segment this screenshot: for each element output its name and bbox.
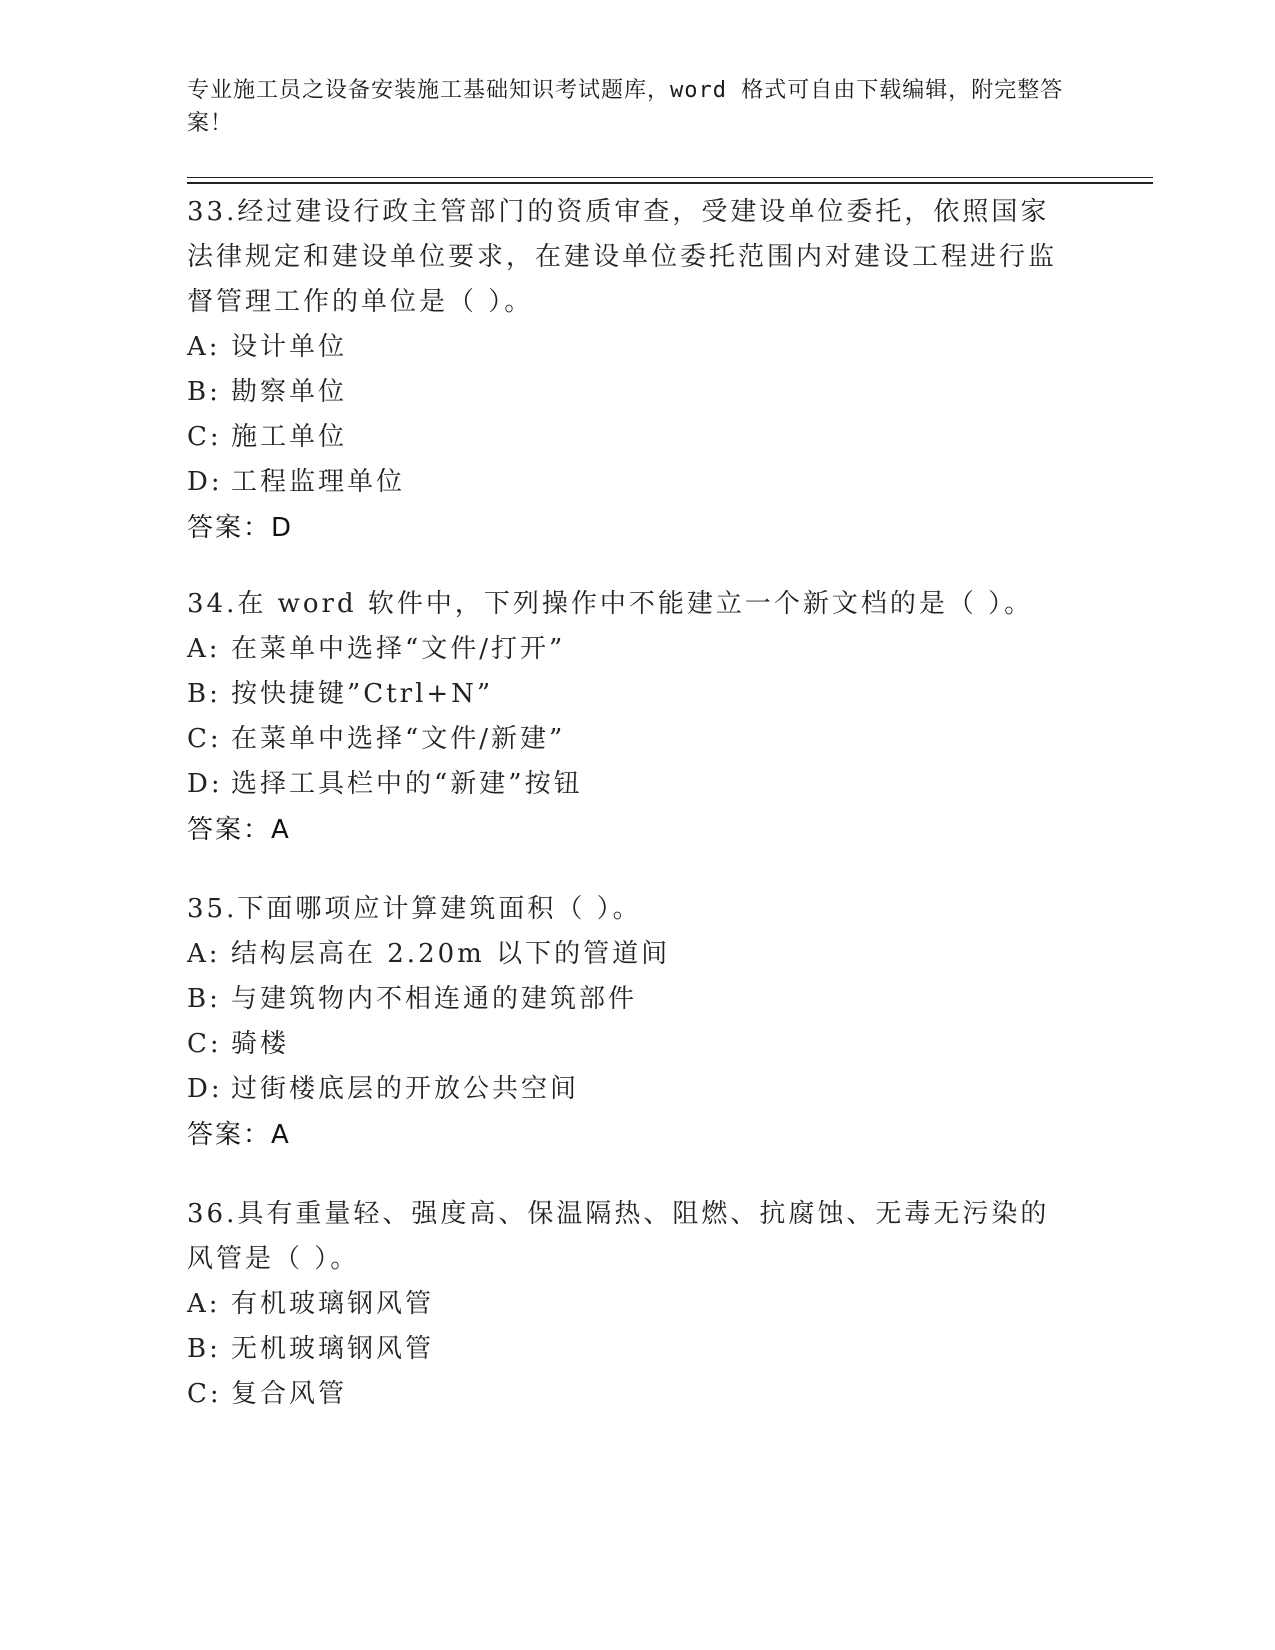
question-stem: 34.在 word 软件中，下列操作中不能建立一个新文档的是（ ）。 xyxy=(187,589,1034,619)
option-letter: C: xyxy=(187,724,222,754)
option-c xyxy=(187,1372,1077,1417)
option-text: 勘察单位 xyxy=(231,377,348,407)
option-text: 与建筑物内不相连通的建筑部件 xyxy=(231,984,638,1014)
answer-label: 答案：A xyxy=(187,815,291,845)
option-a xyxy=(187,932,1077,977)
question-34 xyxy=(187,582,1077,853)
question-stem: 36.具有重量轻、强度高、保温隔热、阻燃、抗腐蚀、无毒无污染的风管是（ ）。 xyxy=(187,1199,1050,1274)
question-35 xyxy=(187,887,1077,1158)
option-letter: A: xyxy=(187,939,221,969)
option-text: 复合风管 xyxy=(231,1379,348,1409)
document-header: 专业施工员之设备安装施工基础知识考试题库，word 格式可自由下载编辑，附完整答案！ xyxy=(187,78,1064,136)
option-letter: A: xyxy=(187,634,221,664)
option-letter: C: xyxy=(187,1029,222,1059)
option-c xyxy=(187,415,1077,460)
option-text: 过街楼底层的开放公共空间 xyxy=(231,1074,580,1104)
answer-label: 答案：A xyxy=(187,1120,291,1150)
header-rule-top xyxy=(187,177,1153,178)
option-a xyxy=(187,325,1077,370)
option-text: 结构层高在 2.20m 以下的管道间 xyxy=(231,939,671,969)
option-d xyxy=(187,460,1077,505)
option-text: 设计单位 xyxy=(231,332,348,362)
option-letter: C: xyxy=(187,422,222,452)
option-text: 在菜单中选择“文件/新建” xyxy=(231,724,566,754)
option-text: 骑楼 xyxy=(231,1029,290,1059)
option-text: 在菜单中选择“文件/打开” xyxy=(231,634,566,664)
option-c xyxy=(187,1022,1077,1067)
option-letter: B: xyxy=(187,679,221,709)
option-d xyxy=(187,1067,1077,1112)
option-letter: C: xyxy=(187,1379,222,1409)
option-letter: B: xyxy=(187,984,221,1014)
option-letter: D: xyxy=(187,467,223,497)
option-letter: A: xyxy=(187,1289,221,1319)
option-b xyxy=(187,672,1077,717)
option-letter: B: xyxy=(187,377,221,407)
option-text: 按快捷键”Ctrl+N” xyxy=(231,679,494,709)
option-b xyxy=(187,370,1077,415)
option-text: 施工单位 xyxy=(231,422,348,452)
option-text: 无机玻璃钢风管 xyxy=(231,1334,435,1364)
question-stem: 33.经过建设行政主管部门的资质审查，受建设单位委托，依照国家法律规定和建设单位要求，在建设单位委托范围内对建设工程进行监督管理工作的单位是（ ）。 xyxy=(187,197,1058,317)
option-b xyxy=(187,1327,1077,1372)
option-text: 选择工具栏中的“新建”按钮 xyxy=(231,769,583,799)
option-text: 有机玻璃钢风管 xyxy=(231,1289,435,1319)
option-a xyxy=(187,627,1077,672)
option-c xyxy=(187,717,1077,762)
option-d xyxy=(187,762,1077,807)
option-a xyxy=(187,1282,1077,1327)
option-letter: B: xyxy=(187,1334,221,1364)
option-b xyxy=(187,977,1077,1022)
option-text: 工程监理单位 xyxy=(231,467,406,497)
option-letter: D: xyxy=(187,769,223,799)
answer-label: 答案：D xyxy=(187,513,294,543)
question-stem: 35.下面哪项应计算建筑面积（ ）。 xyxy=(187,894,642,924)
question-36 xyxy=(187,1192,1077,1417)
option-letter: A: xyxy=(187,332,221,362)
option-letter: D: xyxy=(187,1074,223,1104)
question-33 xyxy=(187,190,1077,551)
header-rule-bottom xyxy=(187,182,1153,184)
